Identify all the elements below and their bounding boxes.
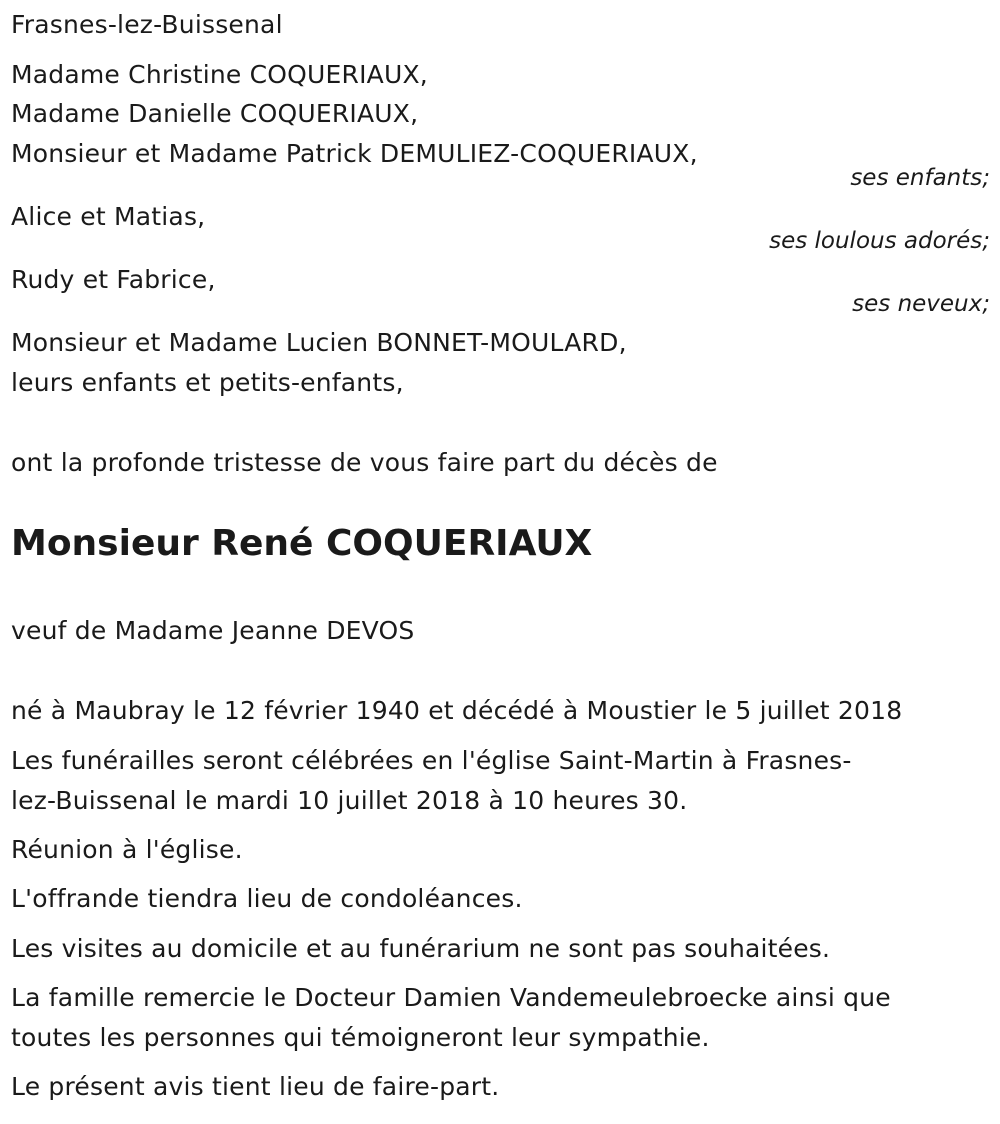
funeral-info-line-2: lez-Buissenal le mardi 10 juillet 2018 à 10 heures 30. xyxy=(11,786,688,815)
visits-info: Les visites au domicile et au funérarium ne sont pas souhaitées. xyxy=(11,934,831,963)
announcement-text: ont la profonde tristesse de vous faire part du décès de xyxy=(11,448,718,477)
family-member-child-1: Madame Christine COQUERIAUX, xyxy=(11,60,428,89)
deceased-name: Monsieur René COQUERIAUX xyxy=(11,523,593,564)
place-heading: Frasnes-lez-Buissenal xyxy=(11,10,283,39)
thanks-line-2: toutes les personnes qui témoigneront leur sympathie. xyxy=(11,1023,710,1052)
widower-of: veuf de Madame Jeanne DEVOS xyxy=(11,616,415,645)
birth-death-info: né à Maubray le 12 février 1940 et décédé à Moustier le 5 juillet 2018 xyxy=(11,696,903,725)
children-role: ses enfants; xyxy=(850,165,990,191)
offering-info: L'offrande tiendra lieu de condoléances. xyxy=(11,884,523,913)
family-member-nephews: Rudy et Fabrice, xyxy=(11,265,216,294)
grandchildren-role: ses loulous adorés; xyxy=(769,228,990,254)
family-member-grandchildren: Alice et Matias, xyxy=(11,202,206,231)
nephews-role: ses neveux; xyxy=(852,291,990,317)
family-member-child-2: Madame Danielle COQUERIAUX, xyxy=(11,99,419,128)
meeting-info: Réunion à l'église. xyxy=(11,835,243,864)
family-member-others-1: Monsieur et Madame Lucien BONNET-MOULARD, xyxy=(11,328,627,357)
family-member-others-2: leurs enfants et petits-enfants, xyxy=(11,368,404,397)
family-member-child-3: Monsieur et Madame Patrick DEMULIEZ-COQUERIAUX, xyxy=(11,139,698,168)
notice-text: Le présent avis tient lieu de faire-part. xyxy=(11,1072,500,1101)
funeral-info-line-1: Les funérailles seront célébrées en l'église Saint-Martin à Frasnes- xyxy=(11,746,852,775)
thanks-line-1: La famille remercie le Docteur Damien Vandemeulebroecke ainsi que xyxy=(11,983,891,1012)
